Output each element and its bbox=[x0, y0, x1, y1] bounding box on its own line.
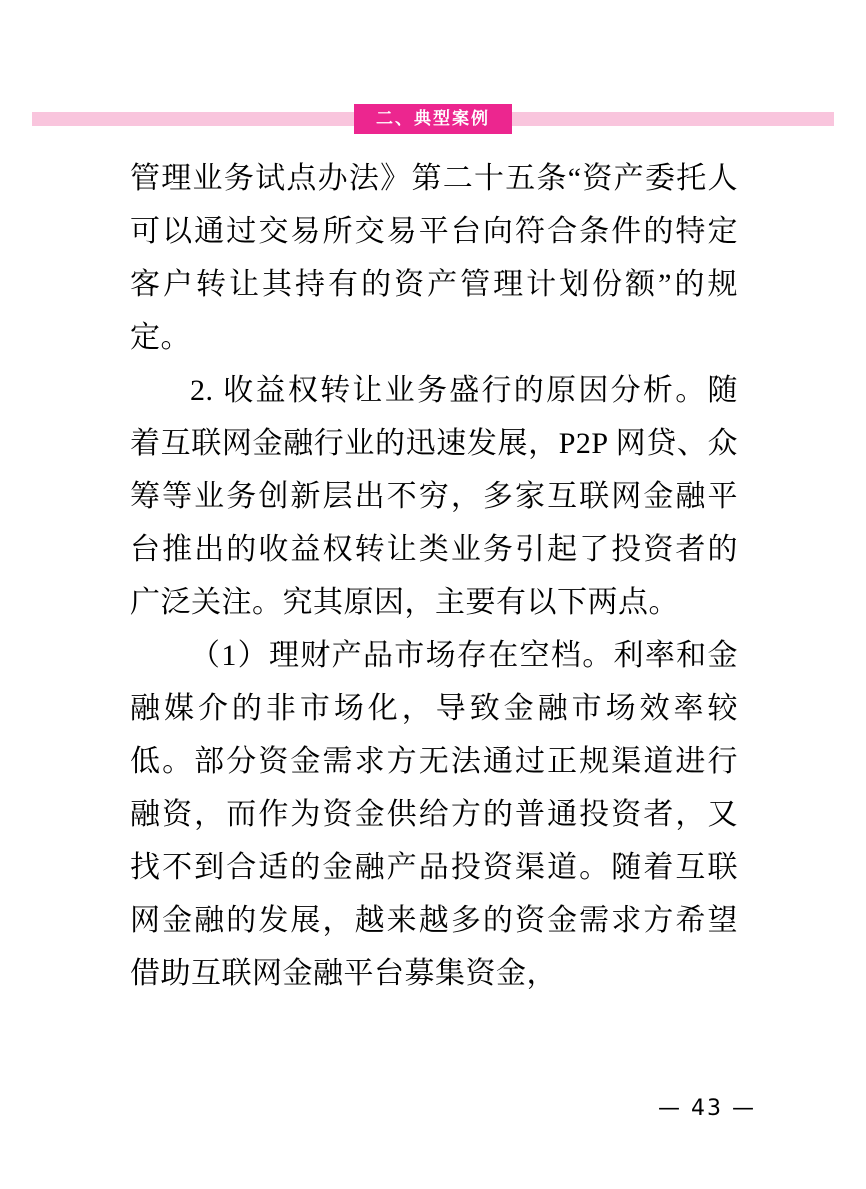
body-text-block bbox=[130, 152, 738, 1000]
header-chapter-title: 二、典型案例 bbox=[354, 104, 512, 134]
page-number: — 43 — bbox=[658, 1096, 756, 1121]
running-header bbox=[32, 104, 834, 134]
paragraph: 2. 收益权转让业务盛行的原因分析。随着互联网金融行业的迅速发展，P2P 网贷、众筹等业务创新层出不穷，多家互联网金融平台推出的收益权转让类业务引起了投资者的广泛关注。究其原因，主要有以下两点。 bbox=[130, 374, 738, 619]
paragraph: （1）理财产品市场存在空档。利率和金融媒介的非市场化，导致金融市场效率较低。部分资金需求方无法通过正规渠道进行融资，而作为资金供给方的普通投资者，又找不到合适的金融产品投资渠道。随着互联网金融的发展，越来越多的资金需求方希望借助互联网金融平台募集资金， bbox=[130, 639, 738, 990]
paragraph: 管理业务试点办法》第二十五条“资产委托人可以通过交易所交易平台向符合条件的特定客户转让其持有的资产管理计划份额”的规定。 bbox=[130, 162, 738, 354]
